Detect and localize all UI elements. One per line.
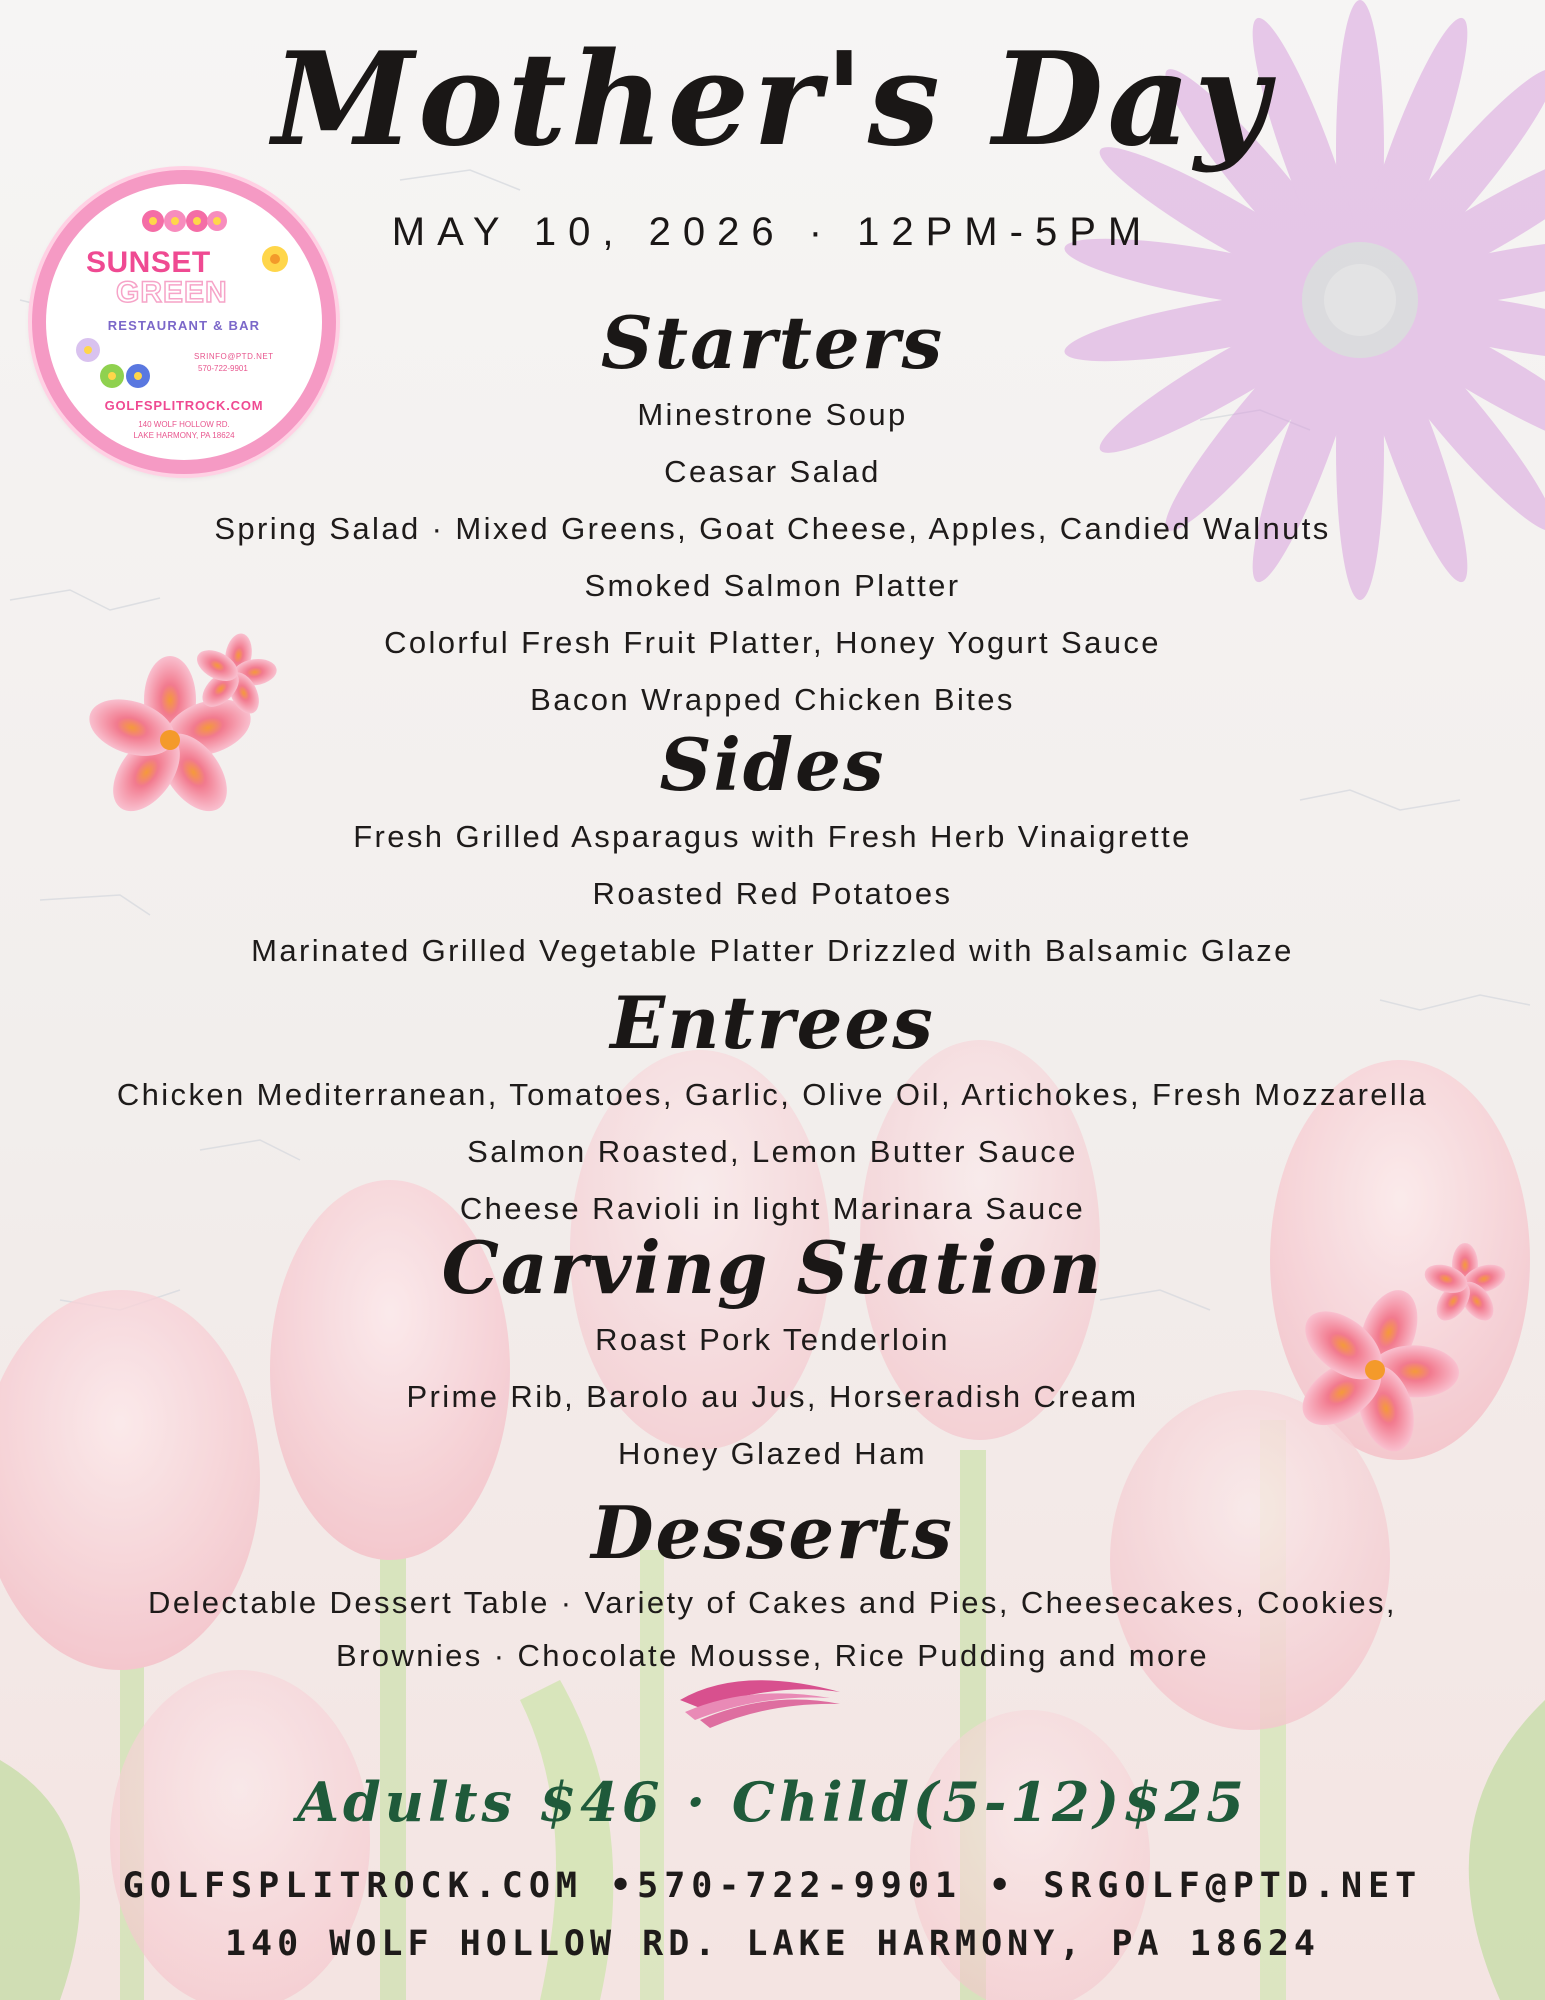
menu-item: Salmon Roasted, Lemon Butter Sauce (467, 1134, 1078, 1169)
page-title: Mother's Day (272, 25, 1273, 175)
logo-brand-green: GREEN (116, 276, 228, 309)
menu-item: Honey Glazed Ham (618, 1436, 927, 1471)
menu-item: Bacon Wrapped Chicken Bites (530, 682, 1015, 717)
event-date-time: MAY 10, 2026 · 12PM-5PM (391, 210, 1154, 254)
section-desserts (0, 1490, 1545, 1682)
menu-item: Roast Pork Tenderloin (595, 1322, 950, 1357)
menu-item: Chicken Mediterranean, Tomatoes, Garlic, Olive Oil, Artichokes, Fresh Mozzarella (116, 1077, 1429, 1112)
menu-item: Ceasar Salad (664, 454, 881, 489)
menu-item: Marinated Grilled Vegetable Platter Drizzled with Balsamic Glaze (251, 933, 1294, 968)
menu-item: Brownies · Chocolate Mousse, Rice Pudding and more (336, 1638, 1209, 1673)
section-heading-sides: Sides (659, 722, 886, 807)
section-starters (0, 300, 1545, 979)
section-heading-entrees: Entrees (610, 980, 935, 1065)
menu-item: Roasted Red Potatoes (592, 876, 953, 911)
menu-item: Delectable Dessert Table · Variety of Cakes and Pies, Cheesecakes, Cookies, (148, 1585, 1397, 1620)
logo-website: GOLFSPLITROCK.COM (104, 398, 264, 413)
section-heading-desserts: Desserts (591, 1490, 954, 1575)
logo-address-line2: LAKE HARMONY, PA 18624 (133, 431, 235, 440)
pricing-line: Adults $46 · Child(5-12)$25 (297, 1770, 1248, 1834)
contact-line: GOLFSPLITROCK.COM •570-722-9901 • SRGOLF@PTD.NET (122, 1866, 1423, 1906)
menu-item: Smoked Salmon Platter (584, 568, 961, 603)
menu-item: Minestrone Soup (637, 397, 908, 432)
section-heading-carving-station: Carving Station (441, 1225, 1104, 1310)
menu-item: Cheese Ravioli in light Marinara Sauce (459, 1191, 1086, 1226)
logo-brand-sunset: SUNSET (86, 246, 211, 279)
menu-item: Fresh Grilled Asparagus with Fresh Herb Vinaigrette (353, 819, 1192, 854)
logo-brand-subtitle: RESTAURANT & BAR (107, 318, 261, 333)
logo-address-line1: 140 WOLF HOLLOW RD. (138, 420, 230, 429)
logo-email: SRINFO@PTD.NET (194, 352, 274, 361)
section-heading-starters: Starters (600, 300, 945, 385)
logo-phone: 570-722-9901 (198, 364, 248, 373)
menu-item: Prime Rib, Barolo au Jus, Horseradish Cream (406, 1379, 1139, 1414)
section-entrees (0, 980, 1545, 1237)
menu-item: Colorful Fresh Fruit Platter, Honey Yogurt Sauce (384, 625, 1161, 660)
section-carving-station (0, 1225, 1545, 1482)
menu-item: Spring Salad · Mixed Greens, Goat Cheese, Apples, Candied Walnuts (214, 511, 1331, 546)
address-line: 140 WOLF HOLLOW RD. LAKE HARMONY, PA 18624 (224, 1924, 1320, 1964)
